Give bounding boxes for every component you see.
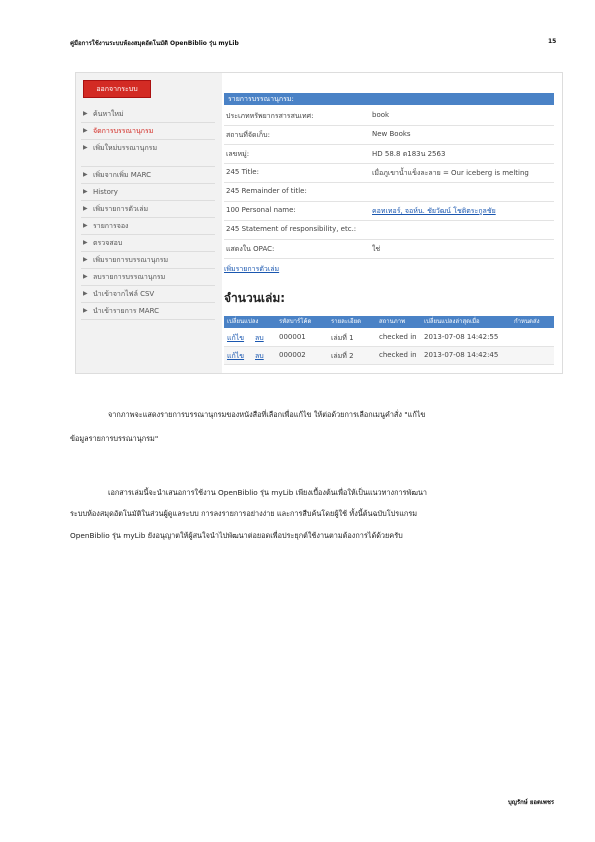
sidebar-item-add-bib[interactable]: ▶ เพิ่มรายการบรรณานุกรม <box>81 252 215 269</box>
arrow-icon: ▶ <box>83 256 88 263</box>
col-header-status: สถานภาพ <box>379 318 406 325</box>
col-header-barcode: รหัสบาร์โค้ด <box>279 318 312 325</box>
sidebar-item-import-csv[interactable]: ▶ นำเข้าจากไฟล์ CSV <box>81 286 215 303</box>
arrow-icon: ▶ <box>83 205 88 212</box>
sidebar-item-delete-bib[interactable]: ▶ ลบรายการบรรณานุกรม <box>81 269 215 286</box>
main-panel <box>222 73 562 373</box>
arrow-icon: ▶ <box>83 127 88 134</box>
record-label: 245 Title: <box>226 168 259 176</box>
changed-cell: 2013-07-08 14:42:45 <box>424 351 499 359</box>
record-row <box>224 107 554 126</box>
record-row <box>224 240 554 259</box>
record-label: ประเภทหรัพยากรสารสนเทศ: <box>226 112 314 120</box>
desc-cell: เล่มที่ 2 <box>331 352 354 360</box>
sidebar-item-new-bib[interactable]: ▶ เพิ่มใหม่บรรณานุกรม <box>81 140 215 167</box>
record-row <box>224 164 554 183</box>
barcode-cell: 000001 <box>279 333 306 341</box>
sidebar-item-history[interactable]: ▶ History <box>81 184 215 201</box>
arrow-icon: ▶ <box>83 307 88 314</box>
table-row <box>224 329 554 347</box>
delete-link[interactable]: ลบ <box>255 352 264 360</box>
record-label: 245 Remainder of title: <box>226 187 307 195</box>
sidebar-item-check[interactable]: ▶ ตรวจสอบ <box>81 235 215 252</box>
arrow-icon: ▶ <box>83 171 88 178</box>
record-title-bar: รายการบรรณานุกรม: <box>224 93 554 105</box>
edit-link[interactable]: แก้ไข <box>227 352 245 360</box>
record-label: 245 Statement of responsibility, etc.: <box>226 225 357 233</box>
embedded-screenshot <box>75 72 563 374</box>
record-row <box>224 145 554 164</box>
record-label: แสดงใน OPAC: <box>226 245 275 253</box>
copies-header-row <box>224 316 554 328</box>
col-header-desc: รายละเอียด <box>331 318 362 325</box>
paragraph-2-line-1: เอกสารเล่มนี้จะนำเสนอการใช้งาน OpenBiblio รุ่น myLib เพียงเบื้องต้นเพื่อให้เป็นแนวทางการพัฒนา <box>108 488 428 497</box>
sidebar-item-add-copy[interactable]: ▶ เพิ่มรายการตัวเล่ม <box>81 201 215 218</box>
sidebar-menu <box>81 106 215 320</box>
paragraph-2-line-2: ระบบห้องสมุดอัตโนมัติในส่วนผู้ดูแลระบบ การลงรายการอย่างง่าย และการสืบค้นโดยผู้ใช้ ทั้งนี้ต้นฉบับโปรแกรม <box>70 509 418 518</box>
logout-button[interactable]: ออกจากระบบ <box>83 80 151 98</box>
col-header-changed: เปลี่ยนแปลงล่าสุดเมื่อ <box>424 318 480 325</box>
record-label: สถานที่จัดเก็บ: <box>226 131 270 139</box>
sidebar-item-marc[interactable]: ▶ เพิ่มจากเพิ่ม MARC <box>81 167 215 184</box>
record-value: book <box>372 111 390 119</box>
col-header-edit: เปลี่ยนแปลง <box>227 318 259 325</box>
arrow-icon: ▶ <box>83 273 88 280</box>
paragraph-2-line-3: OpenBiblio รุ่น myLib ยังอนุญาตให้ผู้สนใจนำไปพัฒนาต่อยอดเพื่อประยุกต์ใช้งานตามต้องการได้ด้วยครับ <box>70 531 403 540</box>
status-cell: checked in <box>379 333 417 341</box>
record-label: เลขหมู่: <box>226 150 250 158</box>
page-footer: บุญรักษ์ ยอดเพชร <box>508 799 555 806</box>
paragraph-1-line-1: จากภาพจะแสดงรายการบรรณานุกรมของหนังสือที่เลือกเพื่อแก้ไข ให้ต่อด้วยการเลือกเมนูคำสั่ง "แก้ไข <box>108 410 426 419</box>
barcode-cell: 000002 <box>279 351 306 359</box>
sidebar-item-manage-bib[interactable]: ▶ จัดการบรรณานุกรม <box>81 123 215 140</box>
page-header-left: คู่มือการใช้งานระบบห้องสมุดอัตโนมัติ OpenBiblio รุ่น myLib <box>70 40 239 47</box>
arrow-icon: ▶ <box>83 144 88 151</box>
edit-link[interactable]: แก้ไข <box>227 334 245 342</box>
record-value: ใช่ <box>372 245 381 253</box>
status-cell: checked in <box>379 351 417 359</box>
arrow-icon: ▶ <box>83 188 88 195</box>
record-label: 100 Personal name: <box>226 206 296 214</box>
sidebar-item-import-marc[interactable]: ▶ นำเข้ารายการ MARC <box>81 303 215 320</box>
paragraph-1-line-2: ข้อมูลรายการบรรณานุกรม" <box>70 434 159 443</box>
record-value: เมื่อภูเขาน้ำแข็งละลาย = Our iceberg is melting <box>372 169 529 177</box>
col-header-due: กำหนดส่ง <box>514 318 540 325</box>
sidebar-item-search[interactable]: ▶ ค้นหาใหม่ <box>81 106 215 123</box>
add-copy-link[interactable]: เพิ่มรายการตัวเล่ม <box>224 265 280 273</box>
author-link[interactable]: คอทเทอร์, จอห์น. ชัยวัฒน์ โชติตระกูลชัย <box>372 207 496 215</box>
arrow-icon: ▶ <box>83 290 88 297</box>
copies-heading: จำนวนเล่ม: <box>224 291 286 305</box>
desc-cell: เล่มที่ 1 <box>331 334 354 342</box>
record-row <box>224 183 554 202</box>
arrow-icon: ▶ <box>83 239 88 246</box>
record-row <box>224 221 554 240</box>
table-row <box>224 347 554 365</box>
page-number: 15 <box>548 38 557 45</box>
record-table <box>224 107 554 259</box>
sidebar-item-holds[interactable]: ▶ รายการจอง <box>81 218 215 235</box>
record-value: New Books <box>372 130 411 138</box>
changed-cell: 2013-07-08 14:42:55 <box>424 333 499 341</box>
record-row <box>224 126 554 145</box>
arrow-icon: ▶ <box>83 222 88 229</box>
record-row <box>224 202 554 221</box>
record-value: HD 58.8 ต183น 2563 <box>372 150 446 158</box>
arrow-icon: ▶ <box>83 110 88 117</box>
delete-link[interactable]: ลบ <box>255 334 264 342</box>
